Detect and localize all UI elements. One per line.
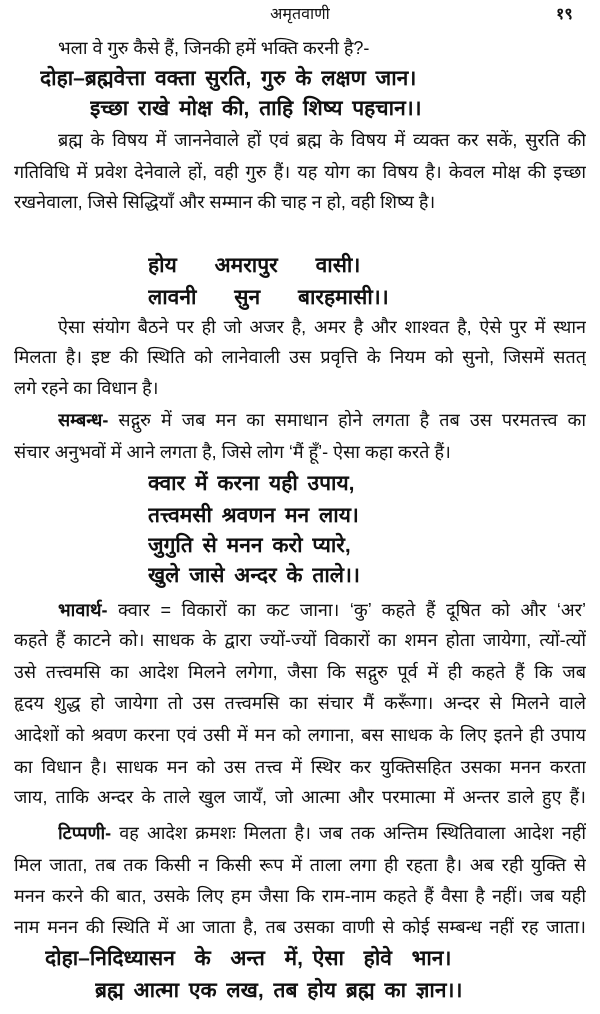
verse-line: खुले जासे अन्दर के ताले।। xyxy=(148,564,360,587)
text-span: वह आदेश क्रमशः मिलता है। जब तक अन्तिम स्थितिवाला आदेश नहीं xyxy=(111,823,586,843)
text-line: कहते हैं काटने को। साधक के द्वारा ज्यों-ज्यों विकारों का शमन होता जायेगा, त्यों-त्यों xyxy=(14,630,586,650)
text-line: गतिविधि में प्रवेश देनेवाले हों, वही गुरु हैं। यह योग का विषय है। केवल मोक्ष की इच्छा xyxy=(14,162,586,182)
verse-line: तत्त्वमसी श्रवणन मन लाय। xyxy=(148,504,359,527)
text-line: उसे तत्त्वमसि का आदेश मिलने लगेगा, जैसा कि सद्गुरु पूर्व में ही कहते हैं कि जब xyxy=(14,662,586,682)
verse-line: होय अमरापुर वासी। xyxy=(148,254,361,277)
text-line: ब्रह्म के विषय में जाननेवाले हों एवं ब्रह्म के विषय में व्यक्त कर सकें, सुरति की xyxy=(58,130,586,150)
text-span: क्वार = विकारों का कट जाना। ‘कु’ कहते हैं दूषित को और ‘अर’ xyxy=(107,600,586,620)
section-label: भावार्थ- xyxy=(58,600,108,620)
verse-line: ब्रह्म आत्मा एक लख, तब होय ब्रह्म का ज्ञान।। xyxy=(95,979,463,1002)
verse-line: दोहा–ब्रह्मवेत्ता वक्ता सुरति, गुरु के लक्षण जान। xyxy=(40,67,417,90)
text-line: भला वे गुरु कैसे हैं, जिनकी हमें भक्ति करनी है?- xyxy=(58,38,370,58)
verse-line: जुगुति से मनन करो प्यारे, xyxy=(148,534,351,557)
text-line: जाय, ताकि अन्दर के ताले खुल जायँ, जो आत्मा और परमात्मा में अन्तर डाले हुए हैं। xyxy=(14,787,586,807)
text-line: मनन करने की बात, उसके लिए हम जैसा कि राम-नाम कहते हैं वैसा है नहीं। जब यही xyxy=(14,886,586,906)
text-line xyxy=(58,405,586,436)
text-line: संचार अनुभवों में आने लगता है, जिसे लोग ‘मैं हूँ’- ऐसा कहा करते हैं। xyxy=(14,442,451,462)
verse-line: लावनी सुन बारहमासी।। xyxy=(148,286,389,309)
verse-line: इच्छा राखे मोक्ष की, ताहि शिष्य पहचान।। xyxy=(90,97,422,120)
text-line xyxy=(58,818,586,849)
section-label: सम्बन्ध- xyxy=(58,410,109,430)
text-line: का विधान है। साधक मन को उस तत्त्व में स्थिर कर युक्तिसहित उसका मनन करता xyxy=(14,757,586,777)
text-line: आदेशों को श्रवण करना एवं उसी में मन को लगाना, बस साधक के लिए इतने ही उपाय xyxy=(14,725,586,745)
text-line: रखनेवाला, जिसे सिद्धियाँ और सम्मान की चाह न हो, वही शिष्य है। xyxy=(14,192,436,212)
text-line: नाम मनन की स्थिति में आ जाता है, तब उसका वाणी से कोई सम्बन्ध नहीं रह जाता। xyxy=(14,917,586,937)
text-line: मिल जाता, तब तक किसी न किसी रूप में ताला लगा ही रहता है। अब रही युक्ति से xyxy=(14,855,586,875)
text-line: हृदय शुद्ध हो जायेगा तो उस तत्त्वमसि का संचार मैं करूँगा। अन्दर से मिलने वाले xyxy=(14,693,586,713)
text-line xyxy=(58,595,586,626)
text-line: लगे रहने का विधान है। xyxy=(14,378,159,398)
text-line: ऐसा संयोग बैठने पर ही जो अजर है, अमर है और शाश्वत है, ऐसे पुर में स्थान xyxy=(58,317,586,337)
text-line: मिलता है। इष्ट की स्थिति को लानेवाली उस प्रवृत्ति के नियम को सुनो, जिसमें सतत् xyxy=(14,347,586,367)
verse-line: क्वार में करना यही उपाय, xyxy=(148,472,355,495)
running-header: अमृतवाणी xyxy=(270,6,330,23)
text-span: सद्गुरु में जब मन का समाधान होने लगता है तब उस परमतत्त्व का xyxy=(108,410,586,430)
verse-line: दोहा–निदिध्यासन के अन्त में, ऐसा होवे भान। xyxy=(45,947,452,970)
page-number: १९ xyxy=(556,6,573,23)
section-label: टिप्पणी- xyxy=(58,823,112,843)
